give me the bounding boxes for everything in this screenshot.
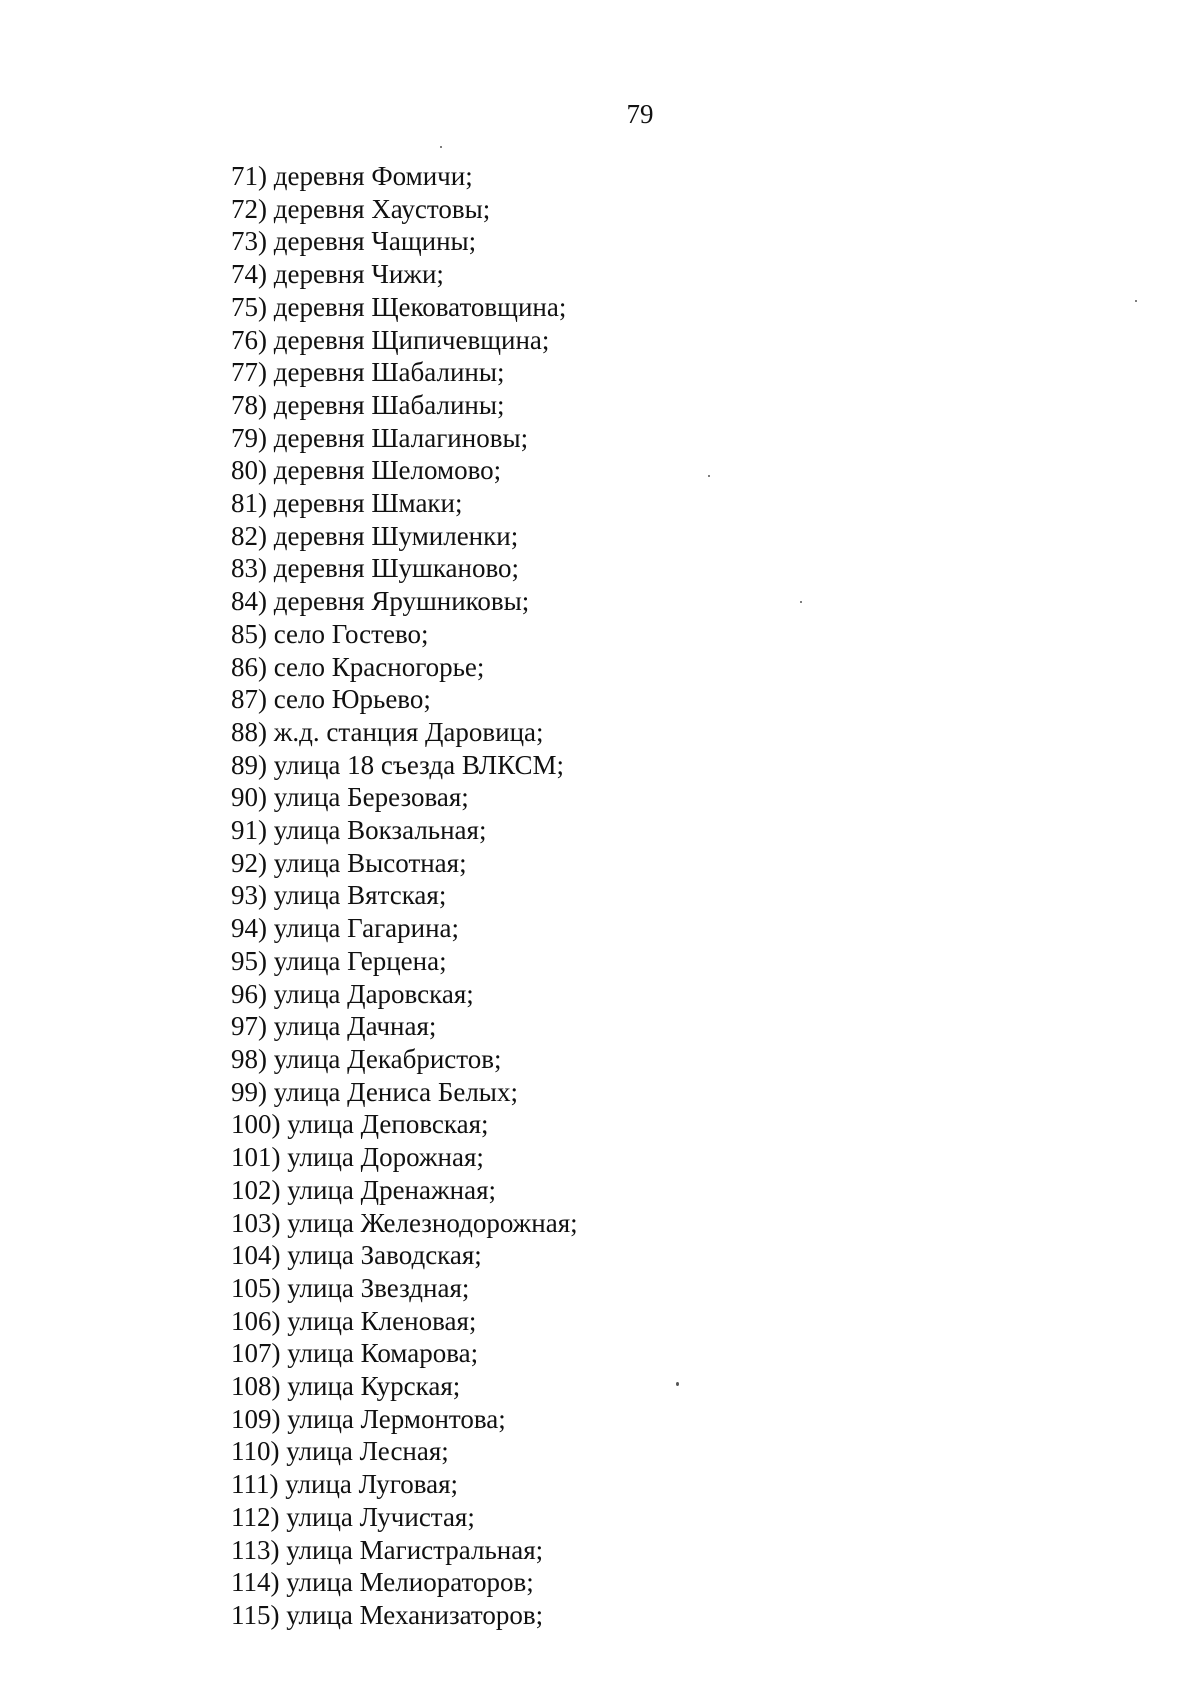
list-item: 92) улица Высотная;	[231, 847, 467, 878]
list-item: 99) улица Дениса Белых;	[231, 1076, 518, 1107]
list-item: 78) деревня Шабалины;	[231, 389, 505, 420]
list-item: 113) улица Магистральная;	[231, 1534, 544, 1565]
list-item: 81) деревня Шмаки;	[231, 488, 463, 519]
list-item: 86) село Красногорье;	[231, 651, 485, 682]
list-item: 89) улица 18 съезда ВЛКСМ;	[231, 749, 564, 780]
list-item: 97) улица Дачная;	[231, 1011, 437, 1042]
settlement-list	[231, 160, 578, 1632]
list-item: 104) улица Заводская;	[231, 1240, 482, 1271]
list-item: 74) деревня Чижи;	[231, 259, 444, 290]
list-item: 115) улица Механизаторов;	[231, 1599, 544, 1630]
list-item: 82) деревня Шумиленки;	[231, 520, 519, 551]
list-item: 93) улица Вятская;	[231, 880, 447, 911]
list-item: 77) деревня Шабалины;	[231, 357, 505, 388]
list-item: 79) деревня Шалагиновы;	[231, 422, 529, 453]
list-item: 72) деревня Хаустовы;	[231, 193, 491, 224]
list-item: 87) село Юрьево;	[231, 684, 431, 715]
scan-speck	[1135, 300, 1137, 302]
scan-speck	[800, 601, 802, 603]
list-item: 107) улица Комарова;	[231, 1338, 479, 1369]
list-item: 88) ж.д. станция Даровица;	[231, 716, 544, 747]
list-item: 84) деревня Ярушниковы;	[231, 586, 530, 617]
list-item: 95) улица Герцена;	[231, 945, 447, 976]
list-item: 108) улица Курская;	[231, 1371, 461, 1402]
list-item: 83) деревня Шушканово;	[231, 553, 520, 584]
list-item: 110) улица Лесная;	[231, 1436, 449, 1467]
list-item: 76) деревня Щипичевщина;	[231, 324, 550, 355]
list-item: 94) улица Гагарина;	[231, 913, 460, 944]
list-item: 90) улица Березовая;	[231, 782, 469, 813]
list-item: 80) деревня Шеломово;	[231, 455, 502, 486]
list-item: 102) улица Дренажная;	[231, 1174, 497, 1205]
list-item: 96) улица Даровская;	[231, 978, 474, 1009]
list-item: 98) улица Декабристов;	[231, 1043, 502, 1074]
list-item: 85) село Гостево;	[231, 618, 429, 649]
scan-speck	[708, 475, 710, 477]
list-item: 103) улица Железнодорожная;	[231, 1207, 578, 1238]
scan-speck	[676, 1382, 679, 1386]
list-item: 111) улица Луговая;	[231, 1469, 458, 1500]
list-item: 73) деревня Чащины;	[231, 226, 477, 257]
list-item: 91) улица Вокзальная;	[231, 815, 487, 846]
list-item: 106) улица Кленовая;	[231, 1305, 477, 1336]
list-item: 100) улица Деповская;	[231, 1109, 489, 1140]
list-item: 75) деревня Щековатовщина;	[231, 291, 567, 322]
list-item: 109) улица Лермонтова;	[231, 1403, 506, 1434]
list-item: 114) улица Мелиораторов;	[231, 1567, 534, 1598]
list-item: 101) улица Дорожная;	[231, 1142, 484, 1173]
scan-speck	[440, 146, 442, 148]
list-item: 105) улица Звездная;	[231, 1272, 470, 1303]
page-number: 79	[626, 99, 654, 129]
list-item: 71) деревня Фомичи;	[231, 161, 473, 191]
list-item: 112) улица Лучистая;	[231, 1501, 475, 1532]
